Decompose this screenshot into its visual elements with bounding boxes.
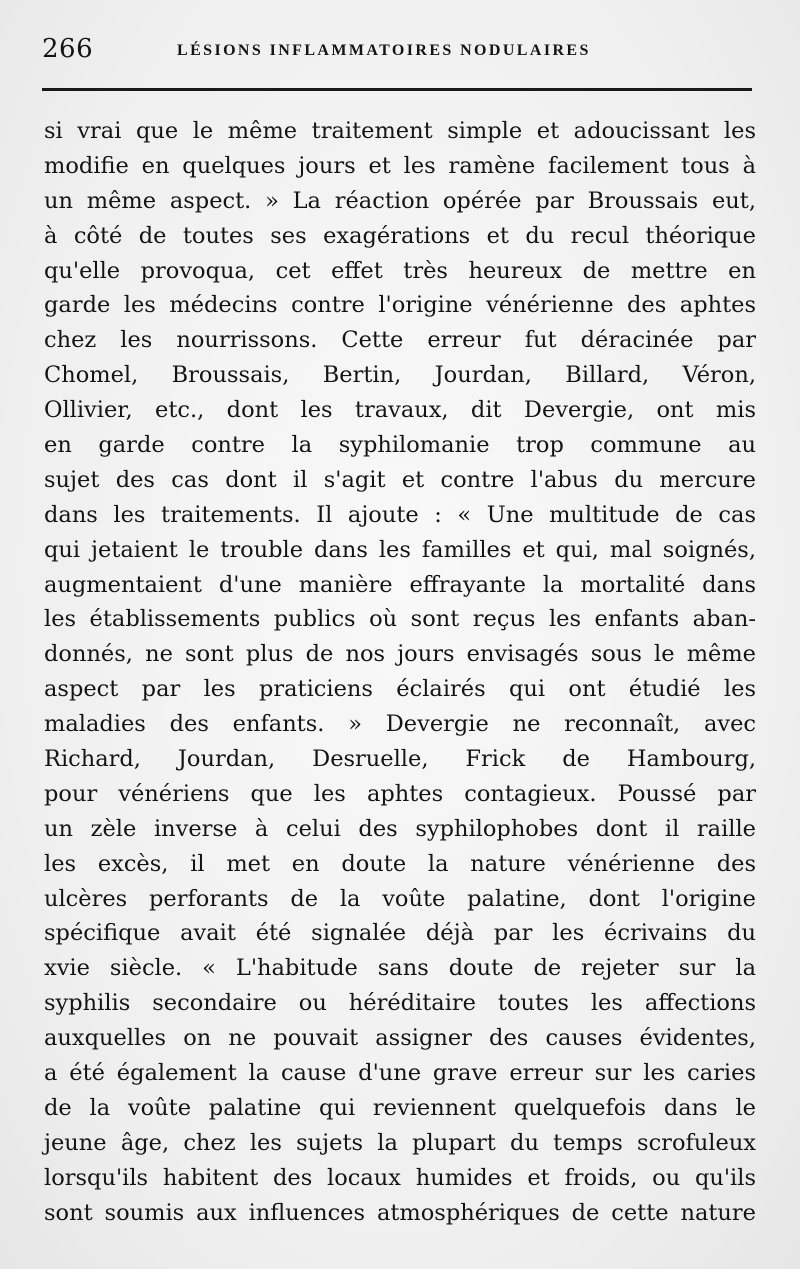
text-line: donnés, ne sont plus de nos jours envisagés sous le même — [44, 641, 756, 668]
text-line: maladies des enfants. » Devergie ne reconnaît, avec — [44, 711, 756, 738]
text-line: les excès, il met en doute la nature vénérienne des — [44, 850, 756, 877]
text-line: Richard, Jourdan, Desruelle, Frick de Hambourg, — [44, 746, 756, 773]
text-line: en garde contre la syphilomanie trop commune au — [44, 432, 756, 459]
text-line: modifie en quelques jours et les ramène facilement tous à — [44, 152, 756, 179]
text-line: qui jetaient le trouble dans les familles et qui, mal soignés, — [44, 536, 756, 563]
page-number: 266 — [42, 34, 94, 64]
text-line: a été également la cause d'une grave erreur sur les caries — [44, 1060, 756, 1087]
text-line: syphilis secondaire ou héréditaire toutes les affections — [44, 990, 756, 1017]
text-line: xvie siècle. « L'habitude sans doute de rejeter sur la — [44, 955, 756, 982]
header-rule — [42, 88, 752, 91]
text-line: sont soumis aux influences atmosphériques de cette nature — [44, 1199, 756, 1226]
running-title: LÉSIONS INFLAMMATOIRES NODULAIRES — [177, 42, 591, 59]
text-line: chez les nourrissons. Cette erreur fut déracinée par — [44, 327, 756, 354]
text-line: dans les traitements. Il ajoute : « Une multitude de cas — [44, 501, 756, 528]
running-head — [42, 30, 754, 70]
text-line: garde les médecins contre l'origine vénérienne des aphtes — [44, 292, 756, 319]
text-line: un même aspect. » La réaction opérée par Broussais eut, — [44, 187, 756, 214]
text-line: augmentaient d'une manière effrayante la mortalité dans — [44, 571, 756, 598]
text-line: jeune âge, chez les sujets la plupart du temps scrofuleux — [44, 1129, 756, 1156]
text-line: spécifique avait été signalée déjà par les écrivains du — [44, 920, 756, 947]
text-line: ulcères perforants de la voûte palatine, dont l'origine — [44, 885, 756, 912]
text-line: si vrai que le même traitement simple et adoucissant les — [44, 118, 756, 144]
text-line: sujet des cas dont il s'agit et contre l'abus du mercure — [44, 466, 756, 493]
text-line: les établissements publics où sont reçus les enfants aban- — [44, 606, 756, 633]
text-line: qu'elle provoqua, cet effet très heureux de mettre en — [44, 257, 756, 284]
text-line: auxquelles on ne pouvait assigner des causes évidentes, — [44, 1025, 756, 1052]
text-line: à côté de toutes ses exagérations et du recul théorique — [44, 222, 756, 249]
text-line: de la voûte palatine qui reviennent quelquefois dans le — [44, 1094, 756, 1121]
text-line: lorsqu'ils habitent des locaux humides et froids, ou qu'ils — [44, 1164, 756, 1191]
body-text — [44, 114, 756, 1231]
text-line: Chomel, Broussais, Bertin, Jourdan, Billard, Véron, — [44, 362, 756, 389]
text-line: pour vénériens que les aphtes contagieux. Poussé par — [44, 780, 756, 807]
text-line: Ollivier, etc., dont les travaux, dit Devergie, ont mis — [44, 397, 756, 424]
text-line: aspect par les praticiens éclairés qui ont étudié les — [44, 676, 756, 703]
text-line: un zèle inverse à celui des syphilophobes dont il raille — [44, 815, 756, 842]
